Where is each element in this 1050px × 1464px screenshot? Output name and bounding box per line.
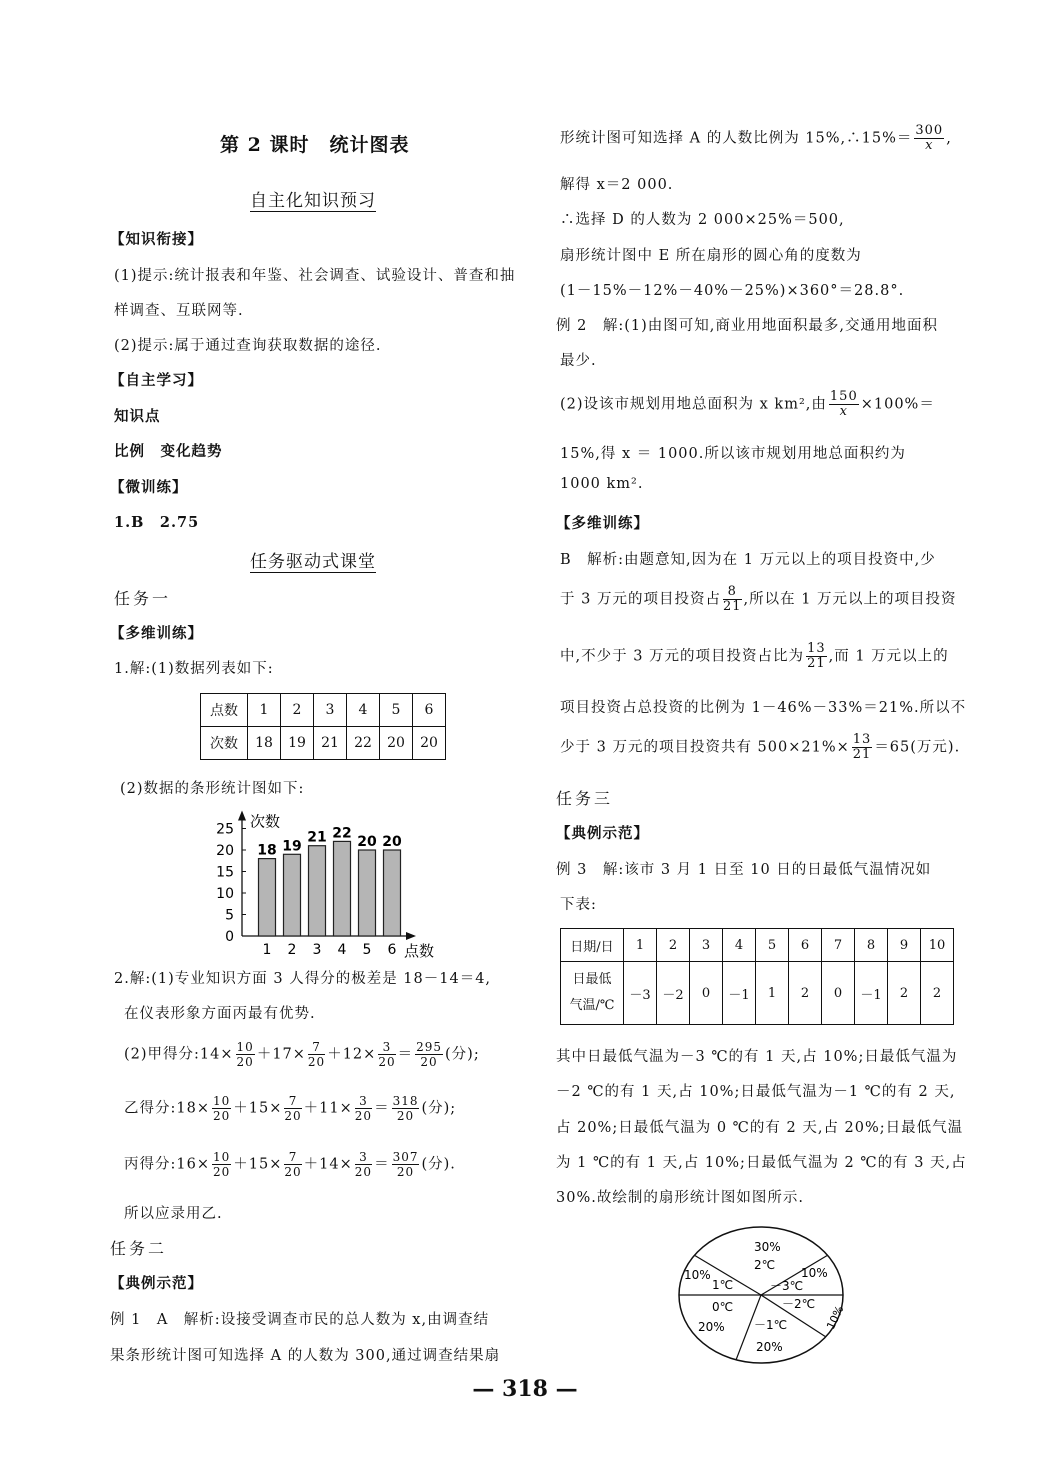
q2-line-b: 在仪表形象方面丙最有优势. [124, 1006, 316, 1022]
knowledge-point: 知识点 [114, 408, 161, 425]
pie-label: 20% [756, 1340, 783, 1354]
answer-1b: 1.B 2.75 [114, 514, 200, 531]
table-cell: 10 [921, 929, 954, 962]
pie-label: 1℃ [712, 1278, 734, 1292]
table-cell: 20 [380, 727, 413, 760]
table-row [201, 694, 446, 727]
table-cell: 8 [855, 929, 888, 962]
r-line-4: 扇形统计图中 E 所在扇形的圆心角的度数为 [560, 248, 862, 264]
score-bing: 丙得分:16× $\frac{10}{20}$ ＋15× $\frac{7}{20}$ ＋14× $\frac{3}{20}$ ＝ $\frac{307}{20}$ (分). [124, 1150, 456, 1179]
table-cell: 1 [248, 694, 281, 727]
b-line-d: 项目投资占总投资的比例为 1－46%－33%＝21%.所以不 [560, 700, 967, 716]
temp-para-3: 占 20%;日最低气温为 0 ℃的有 2 天,占 20%;日最低气温 [556, 1120, 964, 1136]
x-tick-label: 6 [387, 942, 397, 958]
table-cell: 3 [690, 929, 723, 962]
heading-dianli-2: 【典例示范】 [110, 1275, 203, 1292]
heading-zhishi: 【知识衔接】 [110, 231, 203, 248]
table-cell: 6 [413, 694, 446, 727]
temp-para-2: －2 ℃的有 1 天,占 10%;日最低气温为－1 ℃的有 2 天, [556, 1084, 956, 1100]
y-tick-label: 5 [225, 907, 234, 924]
tip-1a: (1)提示:统计报表和年鉴、社会调查、试验设计、普查和抽 [114, 268, 516, 284]
y-tick-label: 15 [216, 864, 234, 881]
example2-c: (2)设该市规划用地总面积为 x km²,由 $\frac{150}{x}$ ×100%＝ [560, 389, 935, 419]
y-axis-arrow [238, 811, 246, 821]
tip-2: (2)提示:属于通过查询获取数据的途径. [114, 338, 382, 354]
q1-part2: (2)数据的条形统计图如下: [120, 781, 305, 797]
temp-para-5: 30%.故绘制的扇形统计图如图所示. [556, 1190, 804, 1206]
bar [259, 859, 276, 936]
table-cell: 0 [690, 962, 723, 1025]
table-cell: －1 [723, 962, 756, 1025]
heading-duowei-1: 【多维训练】 [110, 625, 203, 642]
q2-line-a: 2.解:(1)专业知识方面 3 人得分的极差是 18－14＝4, [114, 971, 492, 987]
table-row [201, 727, 446, 760]
bar-value-label: 21 [307, 829, 327, 846]
table-cell: 2 [281, 694, 314, 727]
table-cell: 日期/日 [561, 929, 624, 962]
table-cell: 0 [822, 962, 855, 1025]
table-cell: 21 [314, 727, 347, 760]
dice-table [200, 693, 446, 760]
table-cell: 1 [756, 962, 789, 1025]
fraction: $\frac{10}{20}$ [213, 1094, 231, 1123]
example1-a: 例 1 A 解析:设接受调查市民的总人数为 x,由调查结 [110, 1312, 490, 1328]
table-cell: 点数 [201, 694, 248, 727]
table-cell: 2 [921, 962, 954, 1025]
table-cell: 5 [756, 929, 789, 962]
pie-label: 20% [698, 1320, 725, 1334]
table-row [561, 962, 954, 1025]
fraction: $\frac{300}{x}$ [915, 123, 944, 153]
task-one: 任务一 [114, 589, 172, 608]
y-tick-label: 25 [216, 821, 234, 838]
pie-label: －3℃ [770, 1279, 804, 1293]
example3-b: 下表: [560, 897, 597, 913]
heading-dianli-3: 【典例示范】 [556, 825, 649, 842]
bar-chart [190, 800, 550, 960]
table-cell: 4 [347, 694, 380, 727]
conclusion: 所以应录用乙. [124, 1206, 223, 1222]
score-yi: 乙得分:18× $\frac{10}{20}$ ＋15× $\frac{7}{20}$ ＋11× $\frac{3}{20}$ ＝ $\frac{318}{20}$ (分); [124, 1094, 457, 1123]
bar [284, 854, 301, 936]
table-cell: 次数 [201, 727, 248, 760]
section-title-task: 任务驱动式课堂 [250, 552, 376, 572]
r-line-3: ∴选择 D 的人数为 2 000×25%＝500, [560, 212, 845, 228]
page-title: 第 2 课时 统计图表 [220, 134, 410, 156]
pie-label: 0℃ [712, 1300, 734, 1314]
bar [384, 850, 401, 936]
table-cell: －3 [624, 962, 657, 1025]
x-tick-label: 3 [312, 942, 322, 958]
task-three: 任务三 [556, 789, 614, 808]
table-row [561, 929, 954, 962]
ratio-trend: 比例 变化趋势 [114, 443, 223, 460]
bar-value-label: 22 [332, 825, 352, 842]
task-two: 任务二 [110, 1239, 168, 1258]
x-tick-label: 2 [287, 942, 297, 958]
x-tick-label: 5 [362, 942, 372, 958]
r-line-2: 解得 x＝2 000. [560, 177, 674, 193]
example2-d: 15%,得 x ＝ 1000.所以该市规划用地总面积约为 [560, 446, 906, 462]
q1-intro: 1.解:(1)数据列表如下: [114, 661, 274, 677]
score-label: 乙得分:18× [124, 1100, 210, 1117]
fraction: $\frac{7}{20}$ [307, 1040, 326, 1069]
bar-value-label: 20 [357, 834, 377, 850]
fraction: $\frac{295}{20}$ [416, 1040, 442, 1069]
fraction: $\frac{3}{20}$ [378, 1040, 396, 1069]
pie-label: －1℃ [754, 1318, 788, 1332]
pie-chart [676, 1225, 846, 1365]
example2-e: 1000 km². [560, 476, 644, 492]
pie-label: 10% [801, 1266, 828, 1280]
heading-wei: 【微训练】 [110, 479, 188, 496]
fraction: $\frac{318}{20}$ [392, 1094, 419, 1123]
temp-para-1: 其中日最低气温为－3 ℃的有 1 天,占 10%;日最低气温为 [556, 1049, 958, 1065]
fraction: $\frac{10}{20}$ [213, 1150, 231, 1179]
fraction: $\frac{13}{21}$ [807, 641, 826, 671]
table-cell: 日最低 气温/℃ [561, 962, 624, 1025]
fraction: $\frac{10}{20}$ [236, 1040, 254, 1069]
fraction: $\frac{307}{20}$ [392, 1150, 419, 1179]
table-cell: 3 [314, 694, 347, 727]
x-tick-label: 1 [262, 942, 272, 958]
pie-label: －2℃ [782, 1297, 816, 1311]
score-label: 丙得分:16× [124, 1156, 210, 1173]
b-line-e: 少于 3 万元的项目投资共有 500×21%× $\frac{13}{21}$ ＝65(万元). [560, 732, 961, 762]
r-line-1: 形统计图可知选择 A 的人数比例为 15%,∴15%＝ $\frac{300}{x}$ , [560, 123, 952, 153]
pie-label: 10% [684, 1268, 711, 1282]
fraction: $\frac{13}{21}$ [852, 732, 872, 762]
fraction: $\frac{3}{20}$ [354, 1094, 373, 1123]
page-number: — 318 — [472, 1376, 578, 1402]
fraction: $\frac{3}{20}$ [354, 1150, 373, 1179]
b-line-a: B 解析:由题意知,因为在 1 万元以上的项目投资中,少 [560, 552, 936, 568]
table-cell: 7 [822, 929, 855, 962]
table-cell: 19 [281, 727, 314, 760]
table-cell: 2 [657, 929, 690, 962]
heading-zizhu: 【自主学习】 [110, 372, 203, 389]
bar-value-label: 20 [382, 834, 402, 850]
pie-label: 30% [754, 1240, 781, 1254]
x-axis-arrow [406, 932, 416, 940]
temperature-table [560, 928, 954, 1025]
temp-para-4: 为 1 ℃的有 1 天,占 10%;日最低气温为 2 ℃的有 3 天,占 [556, 1155, 967, 1171]
fraction: $\frac{8}{21}$ [722, 584, 742, 614]
bar [359, 850, 376, 936]
table-cell: 4 [723, 929, 756, 962]
y-tick-label: 0 [225, 929, 234, 945]
pie-label: 10% [824, 1303, 846, 1332]
example2-a: 例 2 解:(1)由图可知,商业用地面积最多,交通用地面积 [556, 318, 938, 334]
y-tick-label: 20 [216, 843, 234, 859]
score-jia: (2)甲得分:14× $\frac{10}{20}$ ＋17× $\frac{7}{20}$ ＋12× $\frac{3}{20}$ ＝ $\frac{295}{20}$ (分); [124, 1040, 480, 1069]
example3-a: 例 3 解:该市 3 月 1 日至 10 日的日最低气温情况如 [556, 862, 932, 878]
table-cell: 2 [789, 962, 822, 1025]
example2-b: 最少. [560, 353, 597, 369]
bar [334, 841, 351, 936]
r-line-5: (1－15%－12%－40%－25%)×360°＝28.8°. [560, 283, 905, 299]
table-cell: 9 [888, 929, 921, 962]
y-axis-label: 次数 [250, 812, 281, 831]
bar [309, 846, 326, 936]
fraction: $\frac{150}{x}$ [829, 389, 858, 419]
fraction: $\frac{7}{20}$ [284, 1150, 302, 1179]
bar-value-label: 19 [282, 838, 302, 855]
table-cell: －1 [855, 962, 888, 1025]
table-cell: －2 [657, 962, 690, 1025]
x-axis-label: 点数 [404, 942, 435, 960]
table-cell: 18 [248, 727, 281, 760]
y-tick-label: 10 [216, 886, 234, 902]
table-cell: 2 [888, 962, 921, 1025]
bar-chart-marks [257, 825, 402, 958]
table-cell: 20 [413, 727, 446, 760]
table-cell: 6 [789, 929, 822, 962]
x-tick-label: 4 [337, 942, 347, 958]
heading-duowei-2: 【多维训练】 [556, 515, 649, 532]
bar-value-label: 18 [257, 842, 277, 859]
tip-1b: 样调查、互联网等. [114, 303, 244, 319]
pie-label: 2℃ [754, 1258, 776, 1272]
table-cell: 5 [380, 694, 413, 727]
example1-b: 果条形统计图可知选择 A 的人数为 300,通过调查结果扇 [110, 1348, 501, 1364]
score-label: (2)甲得分:14× [124, 1046, 234, 1063]
table-cell: 22 [347, 727, 380, 760]
fraction: $\frac{7}{20}$ [284, 1094, 302, 1123]
b-line-b: 于 3 万元的项目投资占 $\frac{8}{21}$ ,所以在 1 万元以上的项目投资 [560, 584, 957, 614]
table-cell: 1 [624, 929, 657, 962]
section-title-preview: 自主化知识预习 [250, 191, 376, 211]
b-line-c: 中,不少于 3 万元的项目投资占比为 $\frac{13}{21}$ ,而 1 万元以上的 [560, 641, 949, 671]
